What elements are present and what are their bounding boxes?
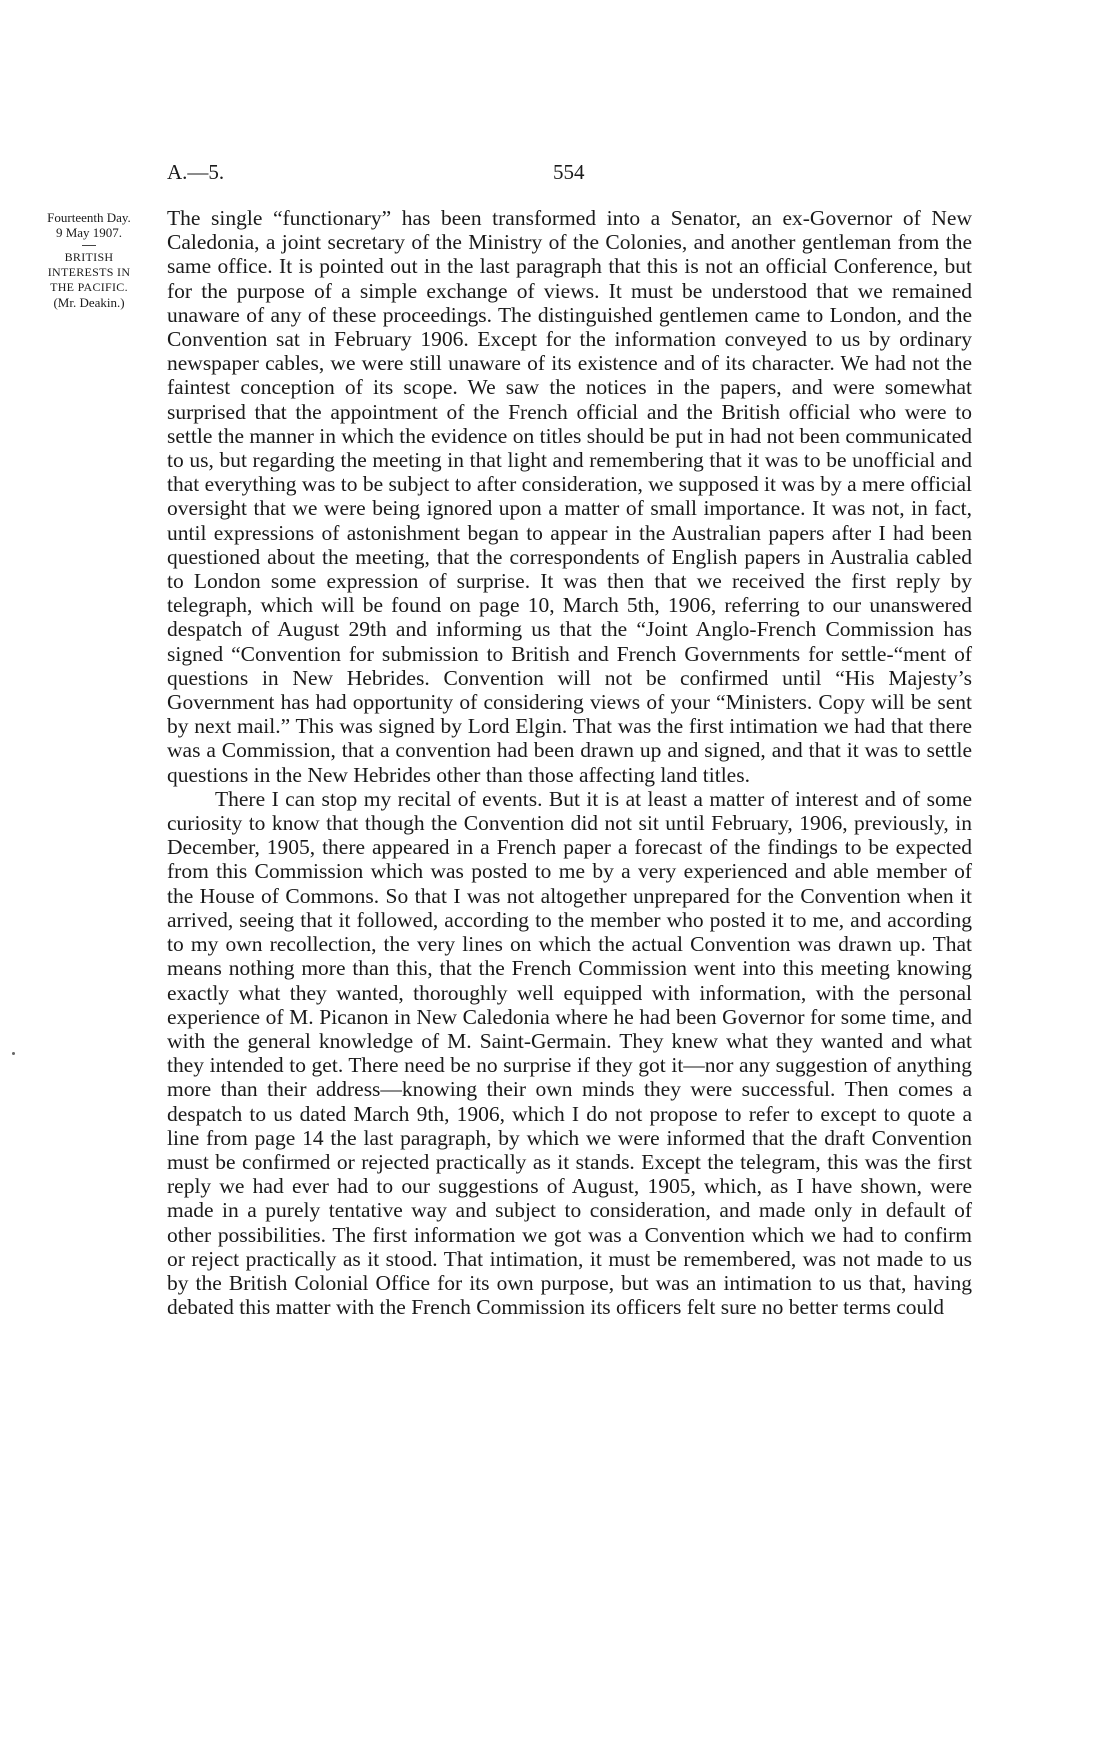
margin-dot: [12, 1052, 15, 1055]
body-text: [167, 206, 972, 1319]
paragraph-2: There I can stop my recital of events. But it is at least a matter of interest and of some curiosity to know that though the Convention did not sit until February, 1906, previously, in December, 1905, there appeared in a French paper a forecast of the findings to be expected from this Commission which was posted to me by a very experienced and able member of the House of Commons. So that I was not altogether unprepared for the Convention when it arrived, seeing that it followed, according to the member who posted it to me, and according to my own recollection, the very lines on which the actual Convention was drawn up. That means nothing more than this, that the French Commission went into this meeting knowing exactly what they wanted, thoroughly well equipped with information, with the personal experience of M. Picanon in New Caledonia where he had been Governor for some time, and with the general knowledge of M. Saint-Germain. They knew what they wanted and what they intended to get. There need be no surprise if they got it—nor any suggestion of anything more than their address—knowing their own minds they were successful. Then comes a despatch to us dated March 9th, 1906, which I do not propose to refer to except to quote a line from page 14 the last paragraph, by which we were informed that the draft Convention must be confirmed or rejected practically as it stands. Except the telegram, this was the first reply we had ever had to our suggestions of August, 1905, which, as I have shown, were made in a purely tentative way and subject to consideration, and made only in default of other possibilities. The first information we got was a Convention which we had to confirm or reject practically as it stood. That intimation, it must be remembered, was not made to us by the British Colonial Office for its own purpose, but was an intimation to us that, having debated this matter with the French Commission its officers felt sure no better terms could: [167, 786, 972, 1320]
margin-note-date: 9 May 1907.: [55, 225, 123, 240]
margin-note-topic-line-2: INTERESTS IN: [47, 265, 131, 279]
page-reference: A.—5.: [167, 160, 225, 184]
margin-note-topic-line-1: BRITISH: [64, 250, 114, 264]
page-header: [0, 160, 1114, 190]
margin-note-divider: [82, 245, 96, 246]
page-number: 554: [553, 160, 585, 184]
margin-note-day: Fourteenth Day.: [47, 210, 131, 225]
margin-note-topic-line-3: THE PACIFIC.: [50, 280, 128, 294]
paragraph-1: The single “functionary” has been transformed into a Senator, an ex-Governor of New Caledonia, a joint secretary of the Ministry of the Colonies, and another gentleman from the same office. It is pointed out in the last paragraph that this is not an official Conference, but for the purpose of a simple exchange of views. It must be understood that we remained unaware of any of these proceedings. The distinguished gentlemen came to London, and the Convention sat in February 1906. Except for the information conveyed to us by ordinary newspaper cables, we were still unaware of its existence and of its character. We had not the faintest conception of its scope. We saw the notices in the papers, and were somewhat surprised that the appointment of the French official and the British official who were to settle the manner in which the evidence on titles should be put in had not been communicated to us, but regarding the meeting in that light and remembering that it was to be unofficial and that everything was to be subject to after consideration, we supposed it was by a mere official oversight that we were being ignored upon a matter of small importance. It was not, in fact, until expressions of astonishment began to appear in the Australian papers after I had been questioned about the meeting, that the correspondents of English papers in Australia cabled to London some expression of surprise. It was then that we received the first reply by telegraph, which will be found on page 10, March 5th, 1906, referring to our unanswered despatch of August 29th and informing us that the “Joint Anglo-French Commission has signed “Convention for submission to British and French Governments for settle-“ment of questions in New Hebrides. Convention will not be confirmed until “His Majesty’s Government has had opportunity of considering views of your “Ministers. Copy will be sent by next mail.” This was signed by Lord Elgin. That was the first intimation we had that there was a Commission, that a convention had been drawn up and signed, and that it was to settle questions in the New Hebrides other than those affecting land titles.: [167, 206, 973, 787]
margin-note-speaker: (Mr. Deakin.): [53, 295, 125, 310]
margin-note: [12, 210, 166, 310]
